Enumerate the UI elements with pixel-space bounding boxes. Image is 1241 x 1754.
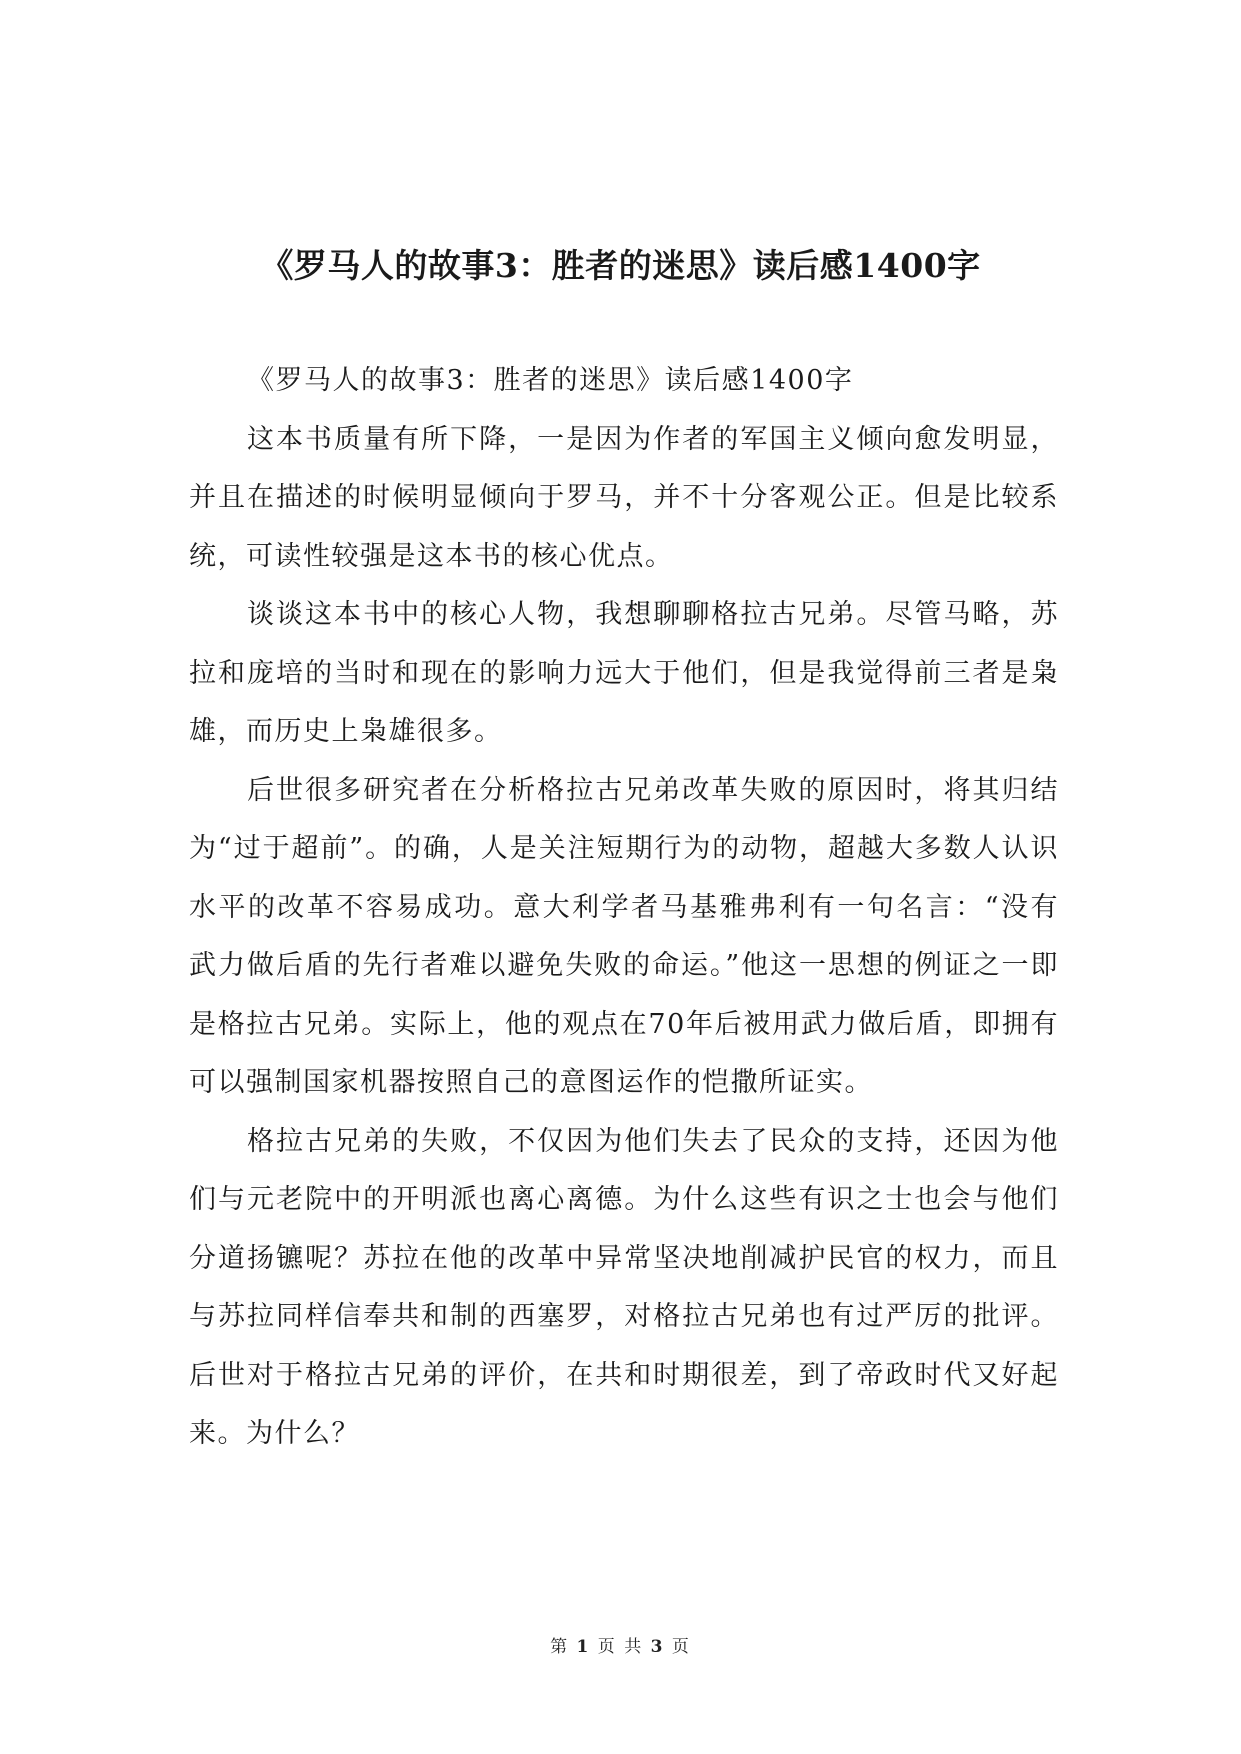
paragraph-subtitle: 《罗马人的故事3：胜者的迷思》读后感1400字 [247,365,854,396]
footer-suffix: 页 [671,1637,691,1657]
paragraph: 这本书质量有所下降，一是因为作者的军国主义倾向愈发明显，并且在描述的时候明显倾向于罗马，并不十分客观公正。但是比较系统，可读性较强是这本书的核心优点。 [189,423,1059,572]
paragraph: 格拉古兄弟的失败，不仅因为他们失去了民众的支持，还因为他们与元老院中的开明派也离心离德。为什么这些有识之士也会与他们分道扬镳呢？苏拉在他的改革中异常坚决地削减护民官的权力，而且与苏拉同样信奉共和制的西塞罗，对格拉古兄弟也有过严厉的批评。后世对于格拉古兄弟的评价，在共和时期很差，到了帝政时代又好起来。为什么？ [189,1125,1059,1449]
total-page-number: 3 [650,1637,665,1657]
footer-prefix: 第 [550,1637,570,1657]
page-footer [0,1632,1241,1657]
paragraph: 后世很多研究者在分析格拉古兄弟改革失败的原因时，将其归结为“过于超前”。的确，人是关注短期行为的动物，超越大多数人认识水平的改革不容易成功。意大利学者马基雅弗利有一句名言：“没有武力做后盾的先行者难以避免失败的命运。”他这一思想的例证之一即是格拉古兄弟。实际上，他的观点在70年后被用武力做后盾，即拥有可以强制国家机器按照自己的意图运作的恺撒所证实。 [189,774,1059,1098]
footer-middle: 页 共 [597,1637,644,1657]
paragraph: 谈谈这本书中的核心人物，我想聊聊格拉古兄弟。尽管马略，苏拉和庞培的当时和现在的影响力远大于他们，但是我觉得前三者是枭雄，而历史上枭雄很多。 [189,599,1059,747]
document-body [189,352,1059,1464]
current-page-number: 1 [576,1637,591,1657]
document-title: 《罗马人的故事3：胜者的迷思》读后感1400字 [260,246,981,286]
